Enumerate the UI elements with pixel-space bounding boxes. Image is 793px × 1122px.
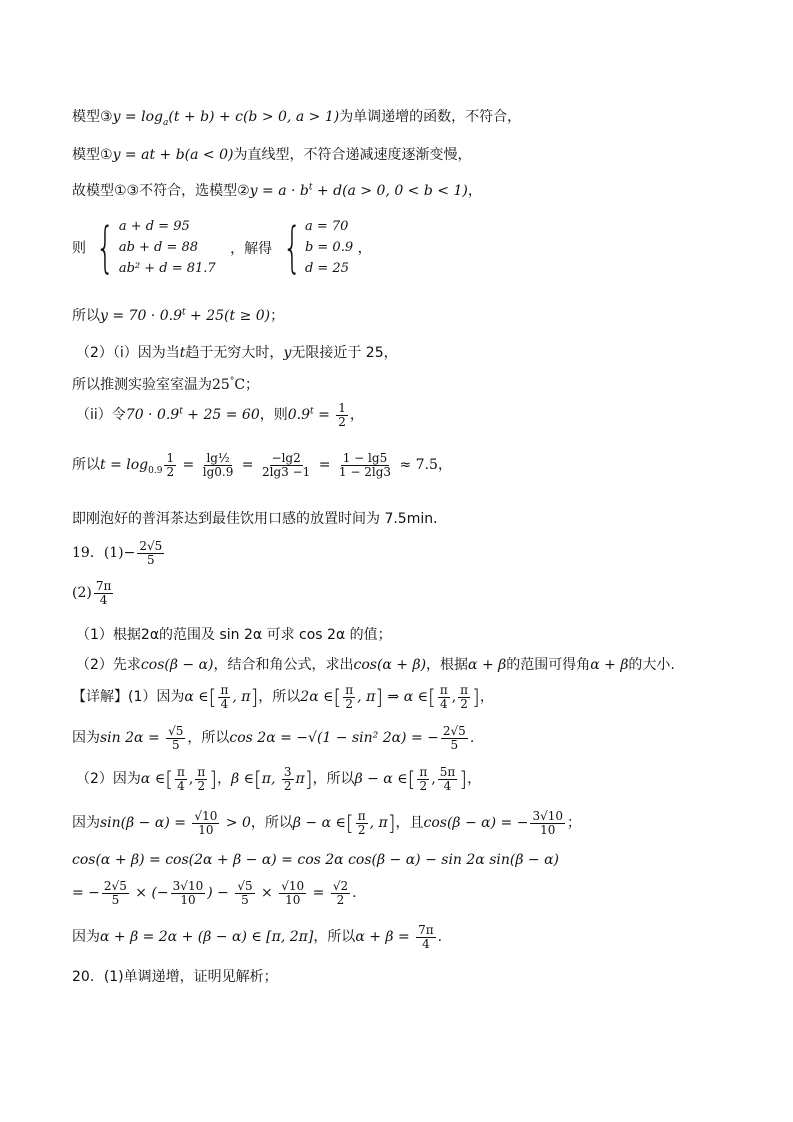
line-analysis-2: （2）先求cos(β − α)，结合和角公式，求出cos(α + β)，根据α + β的范围可得角α + β的大小.: [76, 657, 675, 673]
line-part2-i: （2）（i）因为当t趋于无穷大时，y无限接近于 25，: [76, 345, 398, 361]
equation-system-solution: { a = 70 b = 0.9 d = 25: [282, 215, 354, 279]
line-final-model: 所以$y = 70 \cdot 0.9^t + 25(t \ge 0)$；: [72, 307, 285, 324]
line-detail-3: （2）因为α ∈[ $\frac{\pi}{4}$ , $\frac{\pi}{2}$ ]，β ∈[π, $\frac{3}{2}$ π]，所以β − α ∈[ $\frac{\pi}{2}$ , $\frac{5\pi}{4}$ ]，: [76, 765, 482, 793]
line-conclusion-18: 即刚泡好的普洱茶达到最佳饮用口感的放置时间为 7.5min．: [72, 511, 448, 527]
line-detail-6: = − $\frac{2√5}{5}$ × (− $\frac{3√10}{10}$ ) − $\frac{√5}{5}$ × $\frac{√10}{10}$ = $\frac{√2}{2}$ .: [72, 879, 357, 907]
line-log-calculation: 所以$t = \log_{0.9}$ $\frac{1}{2}$ = $\frac{\text{lg½}}{\lg 0.9}$ = $\frac{-\lg 2}{2\lg 3 -1}$ = $\frac{1 - \lg 5}{1 - 2\lg 3}$ ≈ 7.5，: [72, 451, 452, 479]
line-detail-2: 因为sin 2α = $\frac{√5}{5}$ ，所以cos 2α = −√(1 − sin² 2α) = − $\frac{2√5}{5}$ .: [72, 724, 475, 752]
equation-system-1: { a + d = 95 ab + d = 88 ab² + d = 81.7: [96, 215, 216, 279]
line-analysis-1: （1）根据2α的范围及 sin 2α 可求 cos 2α 的值；: [76, 627, 392, 643]
line-detail-7: 因为α + β = 2α + (β − α) ∈ [π, 2π]，所以α + β = $\frac{7\pi}{4}$ .: [72, 923, 443, 951]
line-choose-model2: 故模型①③不符合，选模型②y = $a \cdot b^t + d(a > 0$, 0 < b < 1)，: [72, 182, 482, 199]
line-detail-1: 【详解】(1）因为α ∈[ $\frac{\pi}{4}$ , π]，所以2α ∈[ $\frac{\pi}{2}$ , π] ⇒ α ∈[ $\frac{\pi}{4}$ , $\frac{\pi}{2}$ ]，: [72, 683, 494, 711]
line-answer-19-1: 19．(1)− $\frac{2√5}{5}$: [72, 539, 163, 567]
line-detail-5: cos(α + β) = cos(2α + β − α) = cos 2α cos(β − α) − sin 2α sin(β − α): [72, 852, 559, 868]
line-model3: 模型③y = $\log_a(t + b) + c(b > 0$, a > 1)为单调递增的函数，不符合，: [72, 109, 522, 128]
line-equation-system: 则 { a + d = 95 ab + d = 88 ab² + d = 81.7 ，解得 { a = 70 b = 0.9 d = 25 ，: [72, 215, 372, 279]
line-answer-20: 20．(1)单调递增，证明见解析；: [72, 969, 278, 985]
line-model1: 模型①y = at + b(a < 0)为直线型，不符合递减速度逐渐变慢，: [72, 147, 472, 163]
line-answer-19-2: (2) $\frac{7\pi}{4}$: [72, 579, 112, 607]
line-room-temp: 所以推测实验室室温为25°C；: [72, 376, 260, 393]
line-detail-4: 因为sin(β − α) = $\frac{√10}{10}$ > 0，所以β − α ∈[ $\frac{\pi}{2}$ , π]，且cos(β − α) = − $\frac{3√10}{10}$ ；: [72, 809, 581, 837]
line-part2-ii: （ii）令$70 \cdot 0.9^t + 25 = 60$，则$0.9^t$ = $\frac{1}{2}$ ，: [76, 401, 364, 429]
